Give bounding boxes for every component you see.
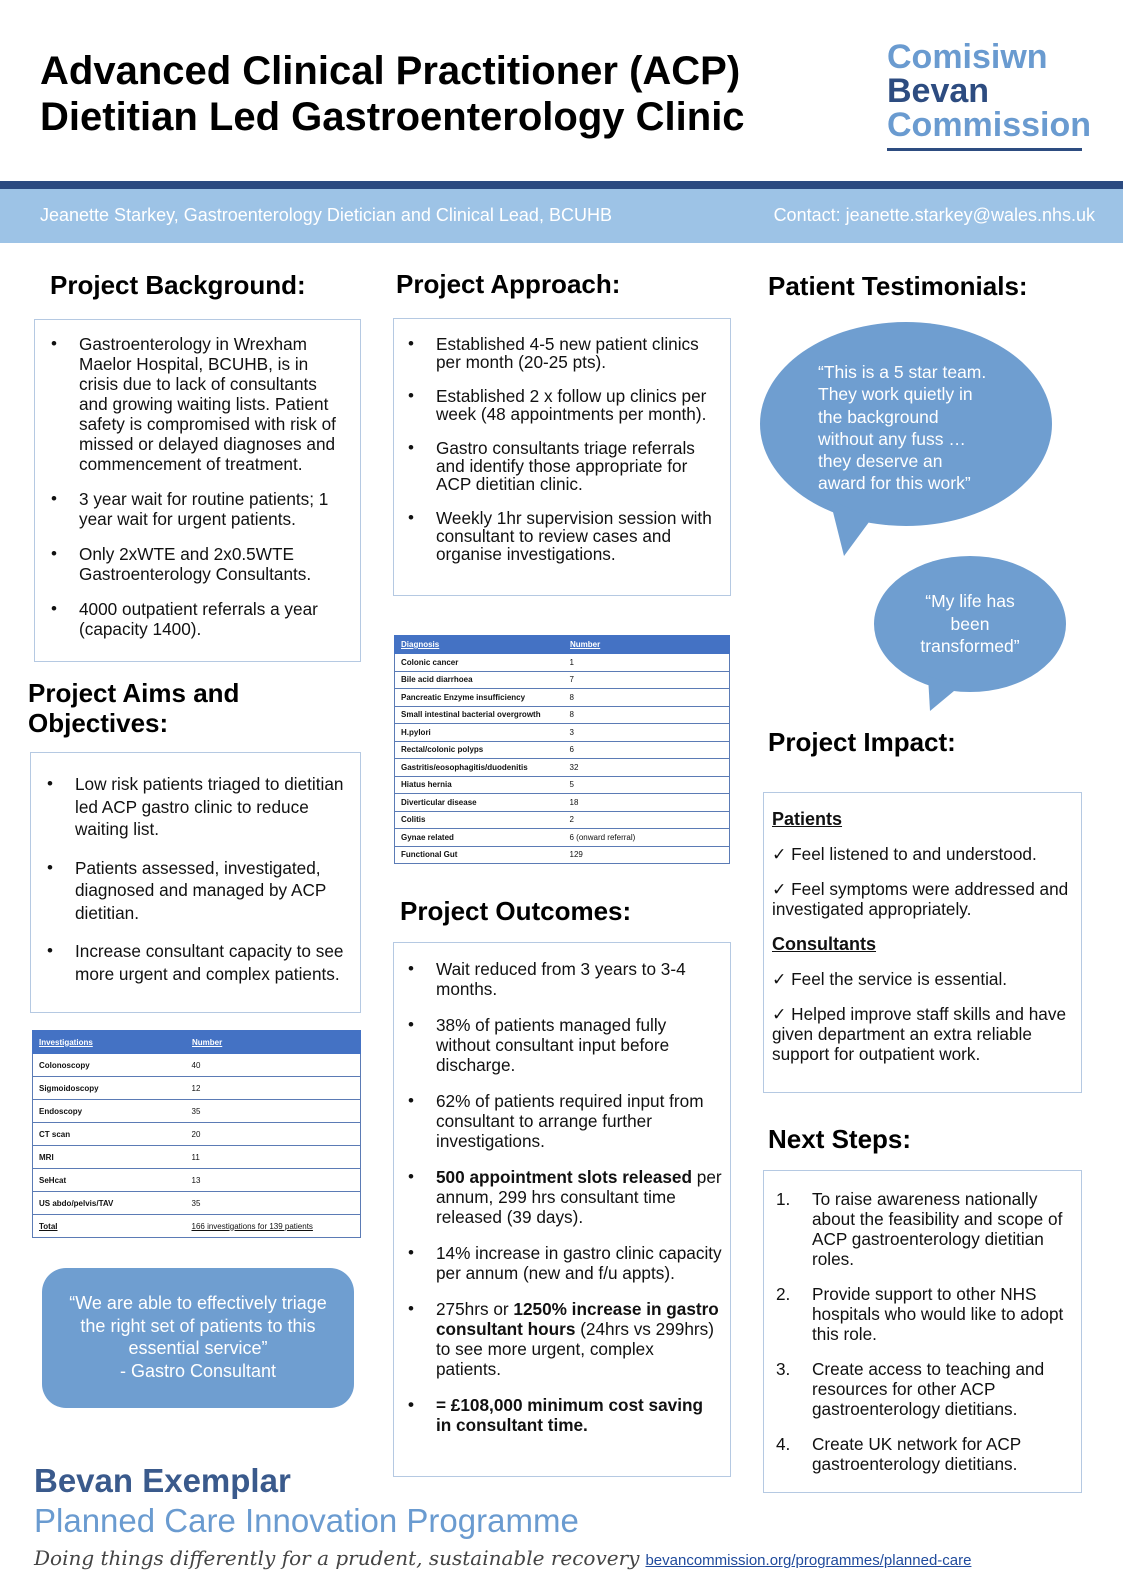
- list-item: • 14% increase in gastro clinic capacity per annum (new and f/u appts).: [400, 1243, 722, 1283]
- table-row: [395, 671, 730, 689]
- table-cell: Bile acid diarrhoea: [395, 671, 564, 689]
- step-number: 4.: [776, 1434, 791, 1454]
- table-row: [33, 1146, 361, 1169]
- next-steps-box: [763, 1170, 1082, 1493]
- table-row: [395, 829, 730, 847]
- investigations-table: [32, 1030, 361, 1238]
- quote-line: transformed”: [920, 636, 1020, 656]
- table-cell: CT scan: [33, 1123, 186, 1146]
- consultant-quote-box: [42, 1268, 354, 1408]
- table-cell: 6: [564, 741, 730, 759]
- list-item: • Increase consultant capacity to see more urgent and complex patients.: [39, 940, 348, 985]
- aims-heading: [28, 678, 239, 738]
- impact-patients-label: Patients: [772, 809, 843, 829]
- table-header-cell: Diagnosis: [395, 636, 564, 654]
- table-cell: Sigmoidoscopy: [33, 1077, 186, 1100]
- quote-line: award for this work”: [818, 473, 971, 494]
- list-item: [400, 1299, 722, 1379]
- step-text: Create access to teaching and resources for other ACP gastroenterology dietitians.: [812, 1359, 1045, 1419]
- table-row: [395, 794, 730, 812]
- list-item: • 3 year wait for routine patients; 1 year wait for urgent patients.: [43, 489, 350, 529]
- list-item: • Low risk patients triaged to dietitian led ACP gastro clinic to reduce waiting list.: [39, 773, 348, 841]
- impact-item: ✓ Feel the service is essential.: [772, 969, 1008, 989]
- list-item: [400, 1167, 722, 1227]
- table-total-row: [33, 1215, 361, 1238]
- list-item: • Only 2xWTE and 2x0.5WTE Gastroenterology Consultants.: [43, 544, 350, 584]
- table-header-cell: Number: [564, 636, 730, 654]
- table-cell: 11: [186, 1146, 361, 1169]
- quote-line: They work quietly in: [818, 384, 973, 405]
- background-heading: Project Background:: [50, 270, 306, 300]
- quote-line: “This is a 5 star team.: [818, 362, 987, 382]
- outcome-bold: 1250% increase in gastro consultant hours: [436, 1299, 719, 1339]
- list-item: [768, 1284, 1073, 1344]
- list-item: [768, 1359, 1073, 1419]
- aims-heading-line2: Objectives:: [28, 708, 169, 738]
- step-text: Create UK network for ACP gastroenterology dietitians.: [812, 1434, 1021, 1474]
- testimonial-quote-1: [818, 361, 1018, 495]
- table-row: [33, 1077, 361, 1100]
- top-divider-bar: [0, 181, 1123, 189]
- step-number: 2.: [776, 1284, 791, 1304]
- contact-text: Contact: jeanette.starkey@wales.nhs.uk: [773, 205, 1095, 225]
- impact-heading: Project Impact:: [768, 727, 956, 757]
- list-item: [768, 1189, 1073, 1269]
- table-cell: Rectal/colonic polyps: [395, 741, 564, 759]
- quote-line: they deserve an: [818, 451, 943, 472]
- table-cell: Total: [33, 1215, 186, 1238]
- table-cell: 6 (onward referral): [564, 829, 730, 847]
- logo-underline: [887, 148, 1082, 151]
- table-cell: Colonoscopy: [33, 1054, 186, 1077]
- table-cell: Colitis: [395, 811, 564, 829]
- table-row: [395, 654, 730, 672]
- table-cell: 35: [186, 1100, 361, 1123]
- step-text: Provide support to other NHS hospitals who would like to adopt this role.: [812, 1284, 1064, 1344]
- logo-line3: Commission: [887, 106, 1092, 144]
- list-item: [768, 1434, 1073, 1474]
- table-cell: 40: [186, 1054, 361, 1077]
- footer-tagline-row: [34, 1546, 971, 1570]
- table-cell: Small intestinal bacterial overgrowth: [395, 706, 564, 724]
- impact-item: ✓ Feel listened to and understood.: [772, 844, 1037, 864]
- list-item: • Patients assessed, investigated, diagnosed and managed by ACP dietitian.: [39, 857, 348, 925]
- table-cell: 18: [564, 794, 730, 812]
- table-cell: 2: [564, 811, 730, 829]
- list-item: • = £108,000 minimum cost saving in consultant time.: [400, 1395, 722, 1435]
- list-item: • 62% of patients required input from consultant to arrange further investigations.: [400, 1091, 722, 1151]
- table-row: [33, 1054, 361, 1077]
- table-row: [395, 724, 730, 742]
- table-cell: 12: [186, 1077, 361, 1100]
- step-number: 1.: [776, 1189, 791, 1209]
- table-cell: 8: [564, 706, 730, 724]
- aims-box: [30, 752, 361, 1013]
- table-cell: 3: [564, 724, 730, 742]
- table-cell: US abdo/pelvis/TAV: [33, 1192, 186, 1215]
- logo-line1: Comisiwn: [887, 38, 1048, 76]
- approach-list: [400, 335, 722, 563]
- table-cell: Colonic cancer: [395, 654, 564, 672]
- table-cell: Functional Gut: [395, 846, 564, 864]
- table-cell: 1: [564, 654, 730, 672]
- table-cell: Gynae related: [395, 829, 564, 847]
- table-cell: 32: [564, 759, 730, 777]
- table-row: [33, 1100, 361, 1123]
- table-cell: Pancreatic Enzyme insufficiency: [395, 689, 564, 707]
- list-item: • Established 2 x follow up clinics per week (48 appointments per month).: [400, 387, 722, 423]
- aims-heading-line1: Project Aims and: [28, 678, 240, 708]
- outcomes-heading: Project Outcomes:: [400, 896, 632, 926]
- table-cell: 8: [564, 689, 730, 707]
- table-cell: SeHcat: [33, 1169, 186, 1192]
- step-number: 3.: [776, 1359, 791, 1379]
- table-cell: 129: [564, 846, 730, 864]
- table-row: [395, 706, 730, 724]
- next-steps-list: [768, 1189, 1073, 1474]
- table-row: [33, 1123, 361, 1146]
- background-list: [43, 334, 350, 639]
- impact-item: ✓ Feel symptoms were addressed and investigated appropriately.: [772, 879, 1069, 919]
- quote-attribution: - Gastro Consultant: [119, 1360, 277, 1381]
- footer-link[interactable]: bevancommission.org/programmes/planned-care: [645, 1552, 972, 1569]
- table-cell: H.pylori: [395, 724, 564, 742]
- footer-title: Bevan Exemplar: [34, 1462, 291, 1499]
- table-cell: Gastritis/eosophagitis/duodenitis: [395, 759, 564, 777]
- outcome-text: 275hrs or: [436, 1299, 514, 1319]
- logo-line2: Bevan: [887, 72, 990, 110]
- author-banner: [0, 189, 1123, 243]
- testimonials-heading: Patient Testimonials:: [768, 271, 1028, 301]
- quote-line: essential service”: [128, 1338, 268, 1358]
- table-cell: MRI: [33, 1146, 186, 1169]
- table-cell: 7: [564, 671, 730, 689]
- aims-list: [39, 773, 348, 985]
- footer-tagline: Doing things differently for a prudent, sustainable recovery: [34, 1546, 640, 1570]
- diagnosis-table: [394, 635, 730, 864]
- approach-box: [393, 318, 731, 596]
- impact-consultants-label: Consultants: [772, 934, 877, 954]
- impact-box: [763, 792, 1082, 1093]
- quote-line: “We are able to effectively triage: [69, 1293, 327, 1313]
- background-box: [34, 319, 361, 662]
- table-row: [395, 689, 730, 707]
- list-item: • 4000 outpatient referrals a year (capacity 1400).: [43, 599, 350, 639]
- outcome-text: per annum, 299 hrs consultant time released (39 days).: [436, 1167, 722, 1227]
- footer-programme: Planned Care Innovation Programme: [34, 1502, 579, 1539]
- outcomes-list: [400, 959, 722, 1435]
- table-header-cell: Number: [186, 1031, 361, 1054]
- list-item: • Established 4-5 new patient clinics per month (20-25 pts).: [400, 335, 722, 371]
- table-header-cell: Investigations: [33, 1031, 186, 1054]
- table-row: [395, 811, 730, 829]
- list-item: • Wait reduced from 3 years to 3-4 months.: [400, 959, 722, 999]
- quote-line: “My life has: [925, 591, 1015, 611]
- table-cell: Endoscopy: [33, 1100, 186, 1123]
- quote-line: the right set of patients to this: [80, 1315, 316, 1336]
- table-cell: 166 investigations for 139 patients: [186, 1215, 361, 1238]
- approach-heading: Project Approach:: [396, 269, 621, 299]
- quote-line: the background: [818, 406, 939, 427]
- impact-item: ✓ Helped improve staff skills and have given department an extra reliable support for outpatient work.: [772, 1004, 1066, 1064]
- table-row: [395, 741, 730, 759]
- bevan-commission-logo: [887, 38, 1092, 151]
- table-row: [395, 776, 730, 794]
- table-cell: Diverticular disease: [395, 794, 564, 812]
- author-text: Jeanette Starkey, Gastroenterology Dietician and Clinical Lead, BCUHB: [40, 205, 612, 225]
- testimonial-quote-2: [890, 590, 1050, 658]
- table-row: [395, 759, 730, 777]
- next-steps-heading: Next Steps:: [768, 1124, 912, 1154]
- table-header-row: [395, 636, 730, 654]
- table-cell: 20: [186, 1123, 361, 1146]
- list-item: • Gastroenterology in Wrexham Maelor Hospital, BCUHB, is in crisis due to lack of consultants and growing waiting lists. Patient safety is compromised with risk of missed or delayed diagnoses and commencement of treatment.: [43, 334, 350, 474]
- list-item: • Gastro consultants triage referrals and identify those appropriate for ACP dietitian clinic.: [400, 439, 722, 493]
- outcomes-box: [393, 942, 731, 1477]
- poster-title-line2: Dietitian Led Gastroenterology Clinic: [40, 95, 745, 139]
- quote-line: been: [950, 613, 990, 634]
- list-item: • 38% of patients managed fully without consultant input before discharge.: [400, 1015, 722, 1075]
- poster-title: [40, 48, 840, 140]
- table-row: [33, 1169, 361, 1192]
- table-cell: 35: [186, 1192, 361, 1215]
- table-row: [33, 1192, 361, 1215]
- table-header-row: [33, 1031, 361, 1054]
- step-text: To raise awareness nationally about the feasibility and scope of ACP gastroenterology dietitian roles.: [812, 1189, 1063, 1269]
- list-item: • Weekly 1hr supervision session with consultant to review cases and organise investigations.: [400, 509, 722, 563]
- table-cell: 5: [564, 776, 730, 794]
- outcome-bold: 500 appointment slots released: [436, 1167, 692, 1187]
- quote-line: without any fuss …: [818, 428, 966, 449]
- table-cell: Hiatus hernia: [395, 776, 564, 794]
- outcome-text: (24hrs vs 299hrs) to see more urgent, complex patients.: [436, 1319, 714, 1379]
- table-cell: 13: [186, 1169, 361, 1192]
- table-row: [395, 846, 730, 864]
- poster-title-line1: Advanced Clinical Practitioner (ACP): [40, 49, 741, 93]
